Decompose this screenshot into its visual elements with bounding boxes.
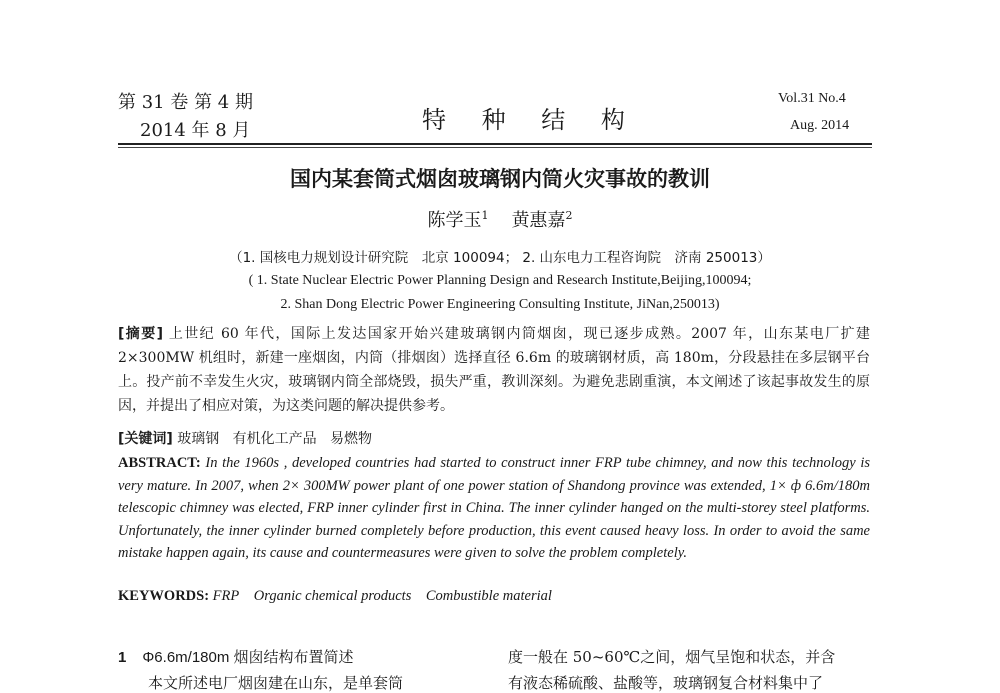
section-heading (118, 646, 354, 667)
abstract-cn-text: 上世纪 60 年代，国际上发达国家开始兴建玻璃钢内筒烟囱，现已逐步成熟。2007 年，山东某电厂扩建 2×300MW 机组时，新建一座烟囱，内筒（排烟囱）选择直径 6.6m 的玻璃钢材质，高 180m，分段悬挂在多层钢平台上。投产前不幸发生火灾，玻璃钢内筒全部烧毁，损失严重，教训深刻。为避免悲剧重演，本文阐述了该起事故发生的原因，并提出了相应对策，为这类问题的解决提供参考。 (118, 326, 871, 414)
abstract-en (118, 452, 870, 565)
keywords-cn (118, 428, 372, 448)
author-affiliation-mark: 2 (565, 209, 573, 222)
keyword-en: Organic chemical products (253, 588, 412, 604)
affiliation-cn: （1. 国核电力规划设计研究院 北京 100094； 2. 山东电力工程咨询院 济南 250013） (229, 250, 771, 266)
abstract-cn-label: [摘要] (118, 326, 164, 342)
keyword-cn: 玻璃钢 (177, 431, 220, 447)
section-number: 1 (118, 649, 127, 666)
keyword-cn: 易燃物 (329, 431, 372, 447)
journal-title: 特 种 结 构 (422, 106, 639, 134)
keywords-en (118, 588, 552, 605)
abstract-en-label: ABSTRACT: (118, 455, 201, 471)
author-affiliation-mark: 1 (481, 209, 489, 222)
body-text-right-line: 度一般在 50~60℃之间，烟气呈饱和状态，并含 (508, 648, 836, 666)
author-list (0, 206, 1000, 232)
section-title: Φ6.6m/180m 烟囱结构布置简述 (142, 649, 354, 666)
header-volume-en: Vol.31 No.4 (778, 91, 846, 106)
header-date-cn: 2014 年 8 月 (140, 120, 251, 141)
affiliation-en-line-1: ( 1. State Nuclear Electric Power Planning Design and Research Institute,Beijing,100094; (248, 273, 752, 288)
header-date-en: Aug. 2014 (790, 118, 850, 133)
header-rule-thin (118, 147, 872, 148)
author-name: 黄惠嘉 (511, 210, 566, 231)
keyword-cn: 有机化工产品 (232, 431, 317, 447)
keyword-en: Combustible material (425, 588, 552, 604)
keyword-en: FRP (212, 588, 240, 604)
abstract-en-text: In the 1960s , developed countries had started to construct inner FRP tube chimney, and now this technology is very mature. In 2007, when 2× 300MW power plant of one power station of Shandong province was extended, 1× ф 6.6m/180m telescopic chimney was elected, FRP inner cylinder first in China. The inner cylinder hanged on the multi-storey steel platforms. Unfortunately, the inner cylinder burned completely before production, this event caused heavy loss. In order to avoid the same mistake happen again, its cause and countermeasures were given to solve the problem completely. (118, 455, 870, 561)
keywords-en-label: KEYWORDS: (118, 588, 210, 604)
body-text-right-line: 有液态稀硫酸、盐酸等，玻璃钢复合材料集中了 (508, 674, 824, 692)
body-text-left-line: 本文所述电厂烟囱建在山东，是单套筒 (148, 674, 404, 692)
author-name: 陈学玉 (427, 210, 482, 231)
header-rule (118, 143, 872, 145)
keywords-cn-label: [关键词] (118, 431, 173, 447)
affiliation-en-line-2: 2. Shan Dong Electric Power Engineering Consulting Institute, JiNan,250013) (280, 297, 720, 312)
header-volume-cn: 第 31 卷 第 4 期 (118, 92, 253, 113)
abstract-cn (118, 322, 870, 418)
paper-title: 国内某套筒式烟囱玻璃钢内筒火灾事故的教训 (290, 167, 710, 191)
